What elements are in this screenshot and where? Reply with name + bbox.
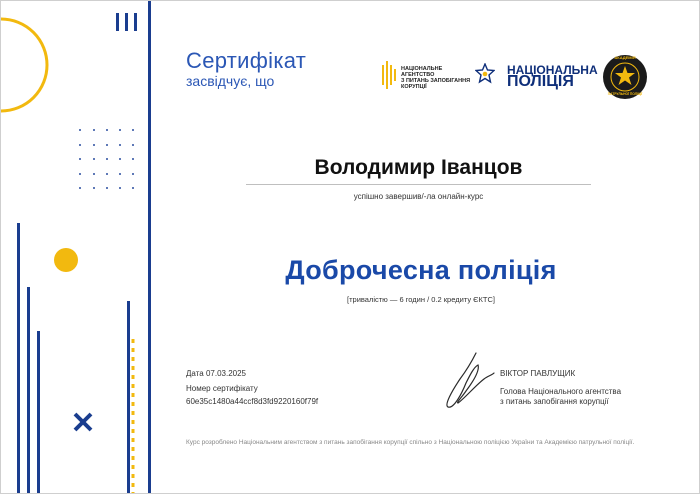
issue-date	[186, 369, 246, 378]
nazk-emblem-icon	[382, 61, 398, 89]
date-value: 07.03.2025	[205, 369, 246, 378]
vertical-line-decoration	[148, 1, 151, 494]
completion-text: успішно завершив/-ла онлайн-курс	[353, 192, 484, 201]
signer-position-line: Голова Національного агентства	[500, 387, 622, 396]
academy-logo-bottom: ПАТРУЛЬНОЇ ПОЛІЦІЇ	[607, 92, 643, 96]
certificate-number-label: Номер сертифікату	[186, 384, 258, 393]
footer-note: Курс розроблено Національним агентством з питань запобігання корупції спільно з Національною поліцією України та Академією патрульної поліції.	[186, 439, 635, 446]
stripe-decoration	[116, 13, 119, 31]
yellow-arc-decoration	[1, 1, 61, 131]
course-duration: [тривалістю — 6 годин / 0.2 кредиту ЄКТС]	[347, 295, 495, 304]
academy-logo-top: АКАДЕМІЯ	[614, 55, 636, 60]
date-label: Дата	[186, 369, 204, 378]
signer-name: ВІКТОР ПАВЛУЩИК	[500, 369, 576, 378]
police-logo-line2: ПОЛІЦІЯ	[507, 73, 574, 90]
nazk-logo-line: КОРУПЦІЇ	[401, 84, 427, 90]
vertical-line-decoration	[37, 331, 40, 494]
nazk-logo-line: З ПИТАНЬ ЗАПОБІГАННЯ	[401, 78, 471, 84]
certificate-number-value: 60e35c1480a44ccf8d3fd9220160f79f	[186, 397, 319, 406]
recipient-name: Володимир Іванцов	[314, 156, 523, 179]
vertical-line-decoration	[27, 287, 30, 494]
yellow-dashed-decoration	[130, 339, 138, 494]
signer-position-line: з питань запобігання корупції	[500, 397, 609, 406]
signature-image	[436, 349, 496, 411]
course-name: Доброчесна поліція	[285, 255, 557, 285]
police-logo-line1: НАЦІОНАЛЬНА	[507, 63, 598, 77]
certificate-title: Сертифікат	[186, 48, 307, 73]
stripe-decoration	[125, 13, 128, 31]
stripe-decoration	[134, 13, 137, 31]
name-underline	[246, 184, 591, 185]
cross-icon	[73, 412, 93, 432]
police-star-icon	[475, 63, 495, 85]
certificate-subtitle: засвідчує, що	[186, 73, 275, 89]
yellow-circle-decoration	[54, 248, 78, 272]
vertical-line-decoration	[17, 223, 20, 494]
nazk-logo-line: НАЦІОНАЛЬНЕ АГЕНТСТВО	[401, 66, 443, 78]
nazk-logo	[382, 61, 472, 89]
